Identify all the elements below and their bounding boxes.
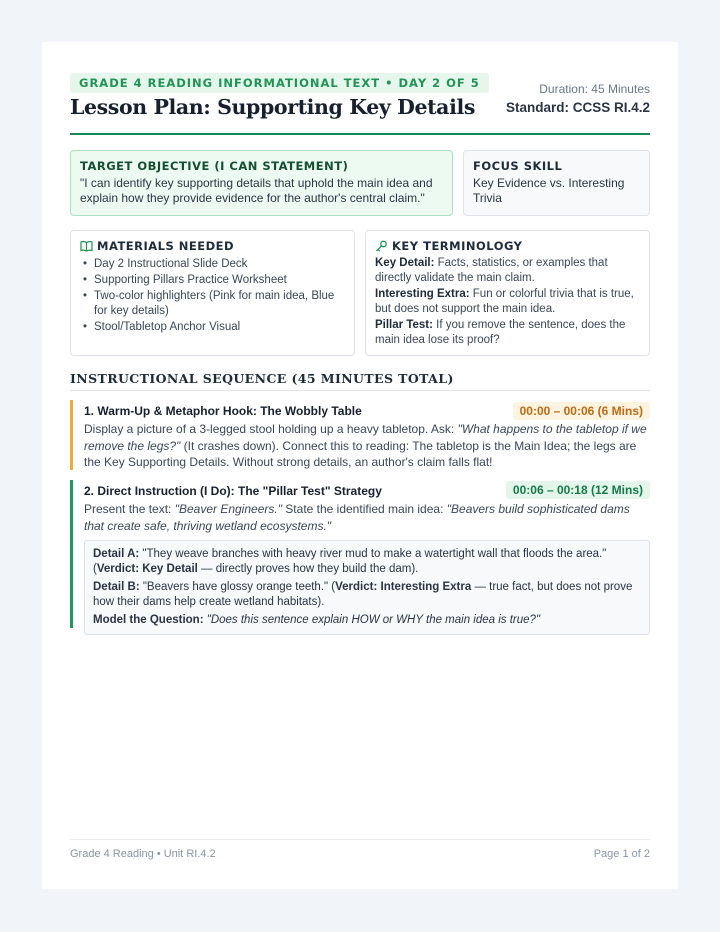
detail-text: "They weave branches with heavy river mud to make a watertight wall that floods the area." (	[93, 548, 607, 575]
detail-verdict: Verdict: Key Detail	[96, 563, 198, 575]
terminology-card	[365, 230, 650, 356]
terminology-heading: KEY TERMINOLOGY	[392, 239, 523, 253]
detail-text: — true fact, but does not prove how their dams help create wetland habitats).	[93, 581, 633, 608]
detail-label: Model the Question:	[93, 614, 204, 626]
page-title: Lesson Plan: Supporting Key Details	[70, 95, 475, 119]
detail-label: Detail A:	[93, 548, 140, 560]
term-label: Pillar Test:	[375, 319, 433, 331]
lesson-plan-page	[42, 42, 678, 889]
term-entry	[375, 256, 640, 286]
step-time-badge: 00:06 – 00:18 (12 Mins)	[506, 481, 650, 499]
detail-b	[93, 580, 641, 610]
model-question-text: "Does this sentence explain HOW or WHY the main idea is true?"	[206, 614, 541, 626]
detail-text: "Beavers have glossy orange teeth." (	[139, 581, 336, 593]
term-entry	[375, 287, 640, 317]
footer-unit: Grade 4 Reading • Unit RI.4.2	[70, 848, 216, 860]
step-text-part: State the identified main idea:	[281, 502, 447, 516]
standard-label: Standard: CCSS RI.4.2	[505, 100, 650, 115]
materials-card	[70, 230, 355, 356]
sequence-step-1	[70, 400, 650, 470]
sequence-divider	[70, 390, 650, 391]
step-description	[84, 421, 650, 471]
step-text-part: Display a picture of a 3-legged stool holding up a heavy tabletop. Ask:	[84, 422, 458, 436]
term-definition: If you remove the sentence, does the main idea lose its proof?	[375, 319, 626, 346]
step-text-quote: "Beaver Engineers."	[174, 502, 282, 516]
term-entry	[375, 318, 640, 348]
model-question	[93, 613, 641, 628]
term-definition: Fun or colorful trivia that is true, but does not support the main idea.	[375, 288, 634, 315]
materials-item: • Day 2 Instructional Slide Deck	[80, 257, 345, 272]
sequence-title: INSTRUCTIONAL SEQUENCE (45 MINUTES TOTAL)	[70, 371, 454, 386]
term-label: Interesting Extra:	[375, 288, 470, 300]
step-time-badge: 00:00 – 00:06 (6 Mins)	[513, 402, 650, 420]
detail-label: Detail B:	[93, 581, 140, 593]
step-text-quote: "What happens to the tabletop if we remove the legs?"	[84, 422, 647, 453]
header-divider	[70, 133, 650, 135]
objective-heading: TARGET OBJECTIVE (I CAN STATEMENT)	[80, 159, 349, 173]
step-accent-bar	[70, 400, 73, 470]
key-icon	[375, 240, 388, 252]
step-heading: 1. Warm-Up & Metaphor Hook: The Wobbly Table	[84, 404, 362, 418]
materials-list	[80, 257, 345, 335]
sequence-step-2	[70, 480, 650, 628]
grade-pill: GRADE 4 READING INFORMATIONAL TEXT • DAY 2 OF 5	[70, 73, 489, 93]
focus-skill-card	[463, 150, 650, 216]
materials-heading: MATERIALS NEEDED	[97, 239, 235, 253]
term-definition: Facts, statistics, or examples that directly validate the main claim.	[375, 257, 608, 284]
detail-examples-box	[84, 540, 650, 635]
step-text-part: Present the text:	[84, 502, 175, 516]
detail-text: — directly proves how they build the dam).	[197, 563, 419, 575]
objective-text: "I can identify key supporting details that uphold the main idea and explain how they provide evidence for the author's central claim."	[80, 176, 433, 205]
step-text-part: (It crashes down). Connect this to reading: The tabletop is the Main Idea; the legs are the Key Supporting Details. Without strong details, an author's claim falls flat!	[84, 438, 637, 469]
step-accent-bar	[70, 480, 73, 628]
materials-item: • Supporting Pillars Practice Worksheet	[80, 273, 345, 288]
book-icon	[80, 240, 93, 252]
footer-page-number: Page 1 of 2	[593, 848, 650, 860]
focus-skill-text: Key Evidence vs. Interesting Trivia	[473, 176, 625, 205]
footer-divider	[70, 839, 650, 840]
materials-item: • Two-color highlighters (Pink for main idea, Blue for key details)	[80, 289, 345, 319]
materials-heading-row	[80, 239, 345, 253]
terminology-heading-row	[375, 239, 640, 253]
focus-skill-heading: FOCUS SKILL	[473, 159, 563, 173]
duration-label: Duration: 45 Minutes	[539, 82, 650, 96]
objective-card	[70, 150, 453, 216]
step-heading: 2. Direct Instruction (I Do): The "Pillar Test" Strategy	[84, 484, 382, 498]
term-label: Key Detail:	[375, 257, 435, 269]
detail-a	[93, 547, 641, 577]
materials-item: • Stool/Tabletop Anchor Visual	[80, 320, 345, 335]
detail-verdict: Verdict: Interesting Extra	[335, 581, 472, 593]
step-text-quote: "Beavers build sophisticated dams that create safe, thriving wetland ecosystems."	[84, 502, 630, 533]
step-description	[84, 501, 650, 534]
